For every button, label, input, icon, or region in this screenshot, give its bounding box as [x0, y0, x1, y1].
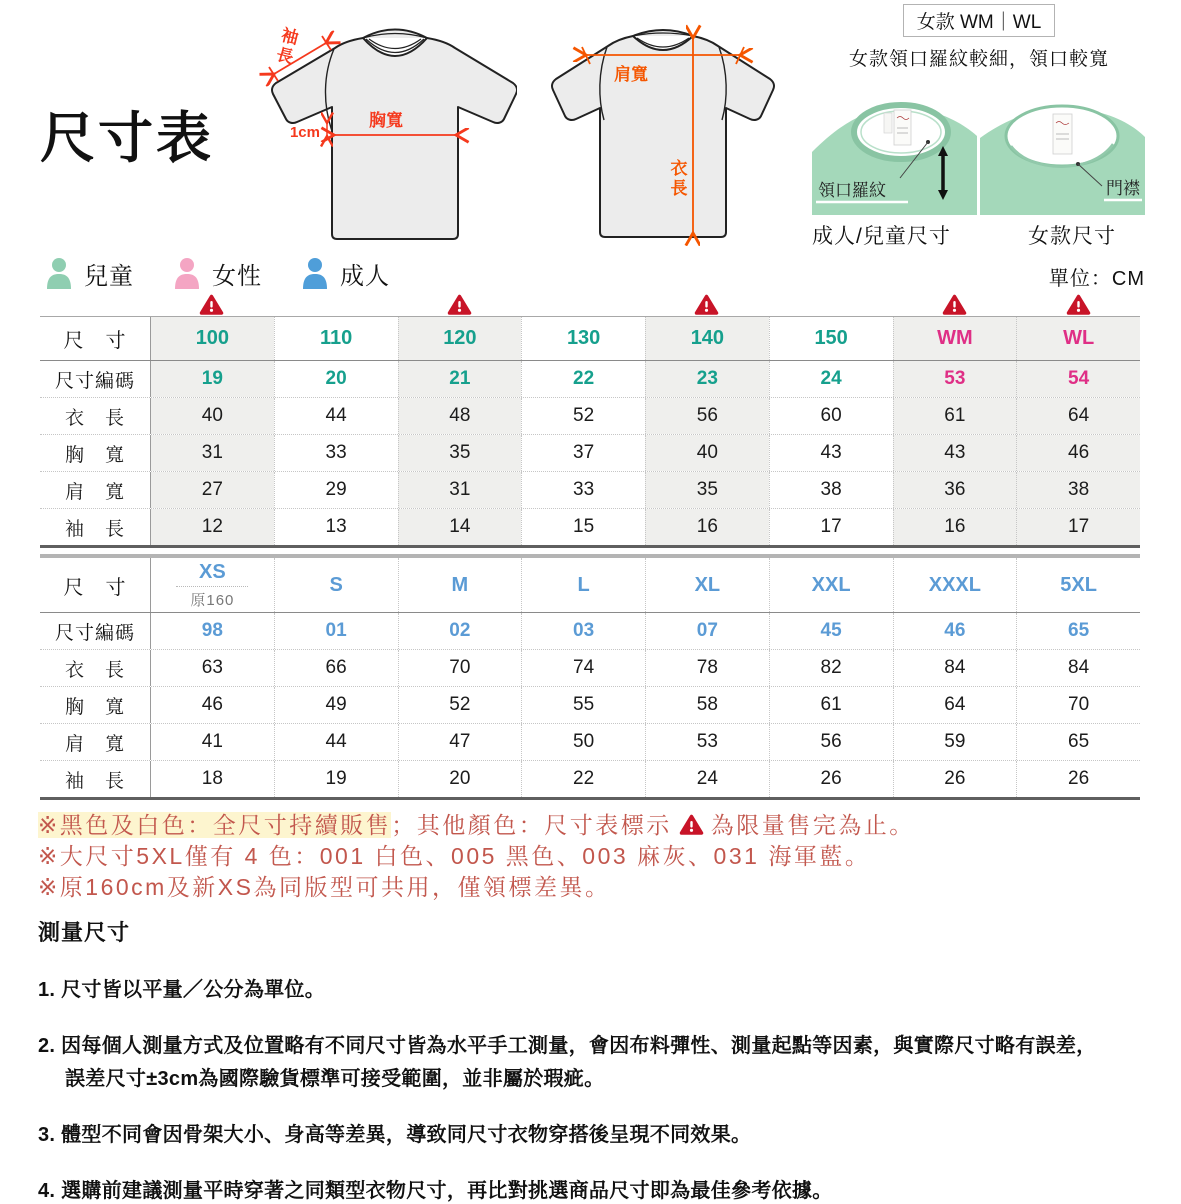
value-cell: 70	[1016, 687, 1140, 723]
measurement-row	[40, 508, 1140, 545]
collar-caption: 女款領口羅紋較細，領口較寬	[848, 49, 1109, 70]
legend-women	[174, 256, 262, 291]
chest-width-label: 胸寬	[369, 111, 403, 130]
collar-photo-captions	[812, 220, 1146, 250]
note-highlight: ※黑色及白色：全尺寸持續販售	[38, 812, 392, 838]
row-label: 肩 寬	[64, 481, 125, 503]
note-160-xs: ※原160cm及新XS為同版型可共用，僅領標差異。	[38, 874, 611, 900]
value-cell: 60	[769, 398, 893, 434]
shoulder-width-label: 肩寬	[614, 65, 648, 84]
back-shirt-diagram	[538, 24, 788, 246]
value-cell: 26	[769, 761, 893, 797]
value-cell: 52	[398, 687, 522, 723]
value-cell: 63	[150, 650, 274, 686]
value-cell: 16	[645, 509, 769, 545]
measurement-row	[40, 760, 1140, 797]
value-cell: 18	[150, 761, 274, 797]
value-cell: 49	[274, 687, 398, 723]
women-caption: 女款尺寸	[1028, 225, 1116, 248]
measurement-row	[40, 397, 1140, 434]
value-cell: 44	[274, 398, 398, 434]
value-cell: 64	[893, 687, 1017, 723]
value-cell: 19	[274, 761, 398, 797]
warning-icon-slot	[274, 294, 398, 316]
row-label: 衣 長	[64, 659, 125, 681]
note-5xl-colors: ※大尺寸5XL僅有 4 色：001 白色、005 黑色、003 麻灰、031 海軍藍。	[38, 843, 871, 869]
value-cell: 16	[893, 509, 1017, 545]
measuring-section	[38, 916, 1181, 1204]
code-row	[40, 360, 1140, 397]
row-label: 尺寸編碼	[54, 622, 135, 644]
adult-person-icon	[302, 257, 328, 289]
legend-bar	[0, 252, 1181, 294]
value-cell: 43	[893, 435, 1017, 471]
value-cell: 66	[274, 650, 398, 686]
code-cell: 03	[521, 613, 645, 649]
page-title: 尺寸表	[40, 107, 215, 169]
measurement-row	[40, 723, 1140, 760]
measuring-heading: 測量尺寸	[38, 920, 131, 945]
code-cell: 19	[150, 361, 274, 397]
size-cell: 100	[150, 317, 274, 360]
value-cell: 17	[769, 509, 893, 545]
size-cell: 110	[274, 317, 398, 360]
value-cell: 46	[1016, 435, 1140, 471]
row-label: 尺寸編碼	[54, 370, 135, 392]
value-cell: 53	[645, 724, 769, 760]
limited-warning-icon	[1066, 294, 1091, 316]
value-cell: 44	[274, 724, 398, 760]
code-cell: 65	[1016, 613, 1140, 649]
size-cell: 130	[521, 317, 645, 360]
size-cell: XXXL	[893, 558, 1017, 612]
value-cell: 13	[274, 509, 398, 545]
value-cell: 50	[521, 724, 645, 760]
woman-person-icon	[174, 257, 200, 289]
value-cell: 33	[274, 435, 398, 471]
value-cell: 55	[521, 687, 645, 723]
value-cell: 26	[893, 761, 1017, 797]
value-cell: 40	[150, 398, 274, 434]
value-cell: 14	[398, 509, 522, 545]
header-diagrams	[0, 0, 1181, 252]
value-cell: 56	[769, 724, 893, 760]
value-cell: 65	[1016, 724, 1140, 760]
value-cell: 43	[769, 435, 893, 471]
value-cell: 58	[645, 687, 769, 723]
value-cell: 78	[645, 650, 769, 686]
size-cell: WM	[893, 317, 1017, 360]
legend-women-label: 女性	[212, 262, 262, 290]
warning-icon-slot	[1016, 294, 1140, 316]
legend-adults-label: 成人	[340, 262, 390, 290]
measuring-item-3: 3. 體型不同會因骨架大小、身高等差異，導致同尺寸衣物穿搭後呈現不同效果。	[38, 1124, 752, 1146]
value-cell: 26	[1016, 761, 1140, 797]
row-label: 肩 寬	[64, 733, 125, 755]
value-cell: 22	[521, 761, 645, 797]
row-label: 胸 寬	[64, 696, 125, 718]
size-cell: XXL	[769, 558, 893, 612]
value-cell: 35	[398, 435, 522, 471]
value-cell: 61	[893, 398, 1017, 434]
value-cell: 24	[645, 761, 769, 797]
size-cell: 150	[769, 317, 893, 360]
size-table-adult	[40, 554, 1140, 800]
value-cell: 56	[645, 398, 769, 434]
value-cell: 74	[521, 650, 645, 686]
size-cell: S	[274, 558, 398, 612]
measurement-row	[40, 686, 1140, 723]
unit-label: 單位：CM	[1048, 268, 1145, 290]
code-cell: 24	[769, 361, 893, 397]
value-cell: 84	[1016, 650, 1140, 686]
placket-label: 門襟	[1106, 179, 1140, 198]
value-cell: 33	[521, 472, 645, 508]
rib-label: 領口羅紋	[818, 181, 886, 200]
size-cell: 140	[645, 317, 769, 360]
warning-icon-slot	[769, 294, 893, 316]
value-cell: 38	[1016, 472, 1140, 508]
measuring-item-1: 1. 尺寸皆以平量／公分為單位。	[38, 979, 326, 1001]
value-cell: 31	[150, 435, 274, 471]
code-cell: 98	[150, 613, 274, 649]
row-label: 尺 寸	[63, 330, 127, 352]
value-cell: 41	[150, 724, 274, 760]
body-length-label: 衣長	[670, 159, 688, 198]
limited-warning-icon-inline	[672, 812, 711, 838]
value-cell: 15	[521, 509, 645, 545]
women-collar-photo	[980, 80, 1145, 215]
value-cell: 82	[769, 650, 893, 686]
sleeve-length-label: 袖長	[274, 25, 301, 68]
code-cell: 23	[645, 361, 769, 397]
warning-icon-slot	[398, 294, 522, 316]
code-cell: 53	[893, 361, 1017, 397]
front-shirt-diagram	[252, 12, 517, 247]
one-cm-label: 1cm	[289, 124, 320, 141]
row-label: 袖 長	[64, 518, 125, 540]
adult-kid-collar-photo	[812, 80, 977, 215]
size-cell: XL	[645, 558, 769, 612]
code-row	[40, 612, 1140, 649]
row-label: 衣 長	[64, 407, 125, 429]
value-cell: 36	[893, 472, 1017, 508]
measuring-item-2: 2. 因每個人測量方式及位置略有不同尺寸皆為水平手工測量，會因布料彈性、測量起點等因素，與實際尺寸略有誤差， 誤差尺寸±3cm為國際驗貨標準可接受範圍，並非屬於瑕疵。	[38, 1035, 1097, 1090]
warning-icon-row	[40, 294, 1140, 316]
value-cell: 20	[398, 761, 522, 797]
notes	[38, 810, 1181, 902]
women-sizes-badge: 女款 WM｜WL	[903, 4, 1056, 37]
value-cell: 61	[769, 687, 893, 723]
size-cell: L	[521, 558, 645, 612]
measuring-item-4: 4. 選購前建議測量平時穿著之同類型衣物尺寸，再比對挑選商品尺寸即為最佳參考依據。	[38, 1180, 833, 1202]
value-cell: 31	[398, 472, 522, 508]
code-cell: 20	[274, 361, 398, 397]
value-cell: 37	[521, 435, 645, 471]
measurement-row	[40, 434, 1140, 471]
value-cell: 46	[150, 687, 274, 723]
size-table-grid	[40, 316, 1140, 548]
code-cell: 07	[645, 613, 769, 649]
value-cell: 29	[274, 472, 398, 508]
value-cell: 84	[893, 650, 1017, 686]
warning-icon-slot	[150, 294, 274, 316]
row-label: 袖 長	[64, 770, 125, 792]
limited-warning-icon	[694, 294, 719, 316]
size-cell: XS 原160	[150, 558, 274, 612]
code-cell: 21	[398, 361, 522, 397]
size-row	[40, 558, 1140, 612]
collar-photo-row	[812, 80, 1146, 215]
size-cell: 120	[398, 317, 522, 360]
code-cell: 54	[1016, 361, 1140, 397]
size-cell: M	[398, 558, 522, 612]
measurement-row	[40, 649, 1140, 686]
size-table-kids-women	[40, 294, 1140, 548]
size-cell: 5XL	[1016, 558, 1140, 612]
size-row	[40, 317, 1140, 360]
value-cell: 38	[769, 472, 893, 508]
note-limited-colors: ※黑色及白色：全尺寸持續販售；其他顏色：尺寸表標示 為限量售完為止。	[38, 812, 915, 838]
limited-warning-icon	[942, 294, 967, 316]
warning-icon-slot	[645, 294, 769, 316]
value-cell: 70	[398, 650, 522, 686]
warning-icon-slot	[521, 294, 645, 316]
code-cell: 46	[893, 613, 1017, 649]
value-cell: 52	[521, 398, 645, 434]
value-cell: 40	[645, 435, 769, 471]
row-label: 胸 寬	[64, 444, 125, 466]
value-cell: 64	[1016, 398, 1140, 434]
legend-kids-label: 兒童	[84, 262, 134, 290]
size-subnote: 原160	[176, 586, 248, 610]
measurement-row	[40, 471, 1140, 508]
collar-photos-block	[812, 4, 1146, 250]
size-table-grid	[40, 554, 1140, 800]
code-cell: 45	[769, 613, 893, 649]
size-tables	[40, 294, 1140, 800]
value-cell: 47	[398, 724, 522, 760]
kid-person-icon	[46, 257, 72, 289]
value-cell: 17	[1016, 509, 1140, 545]
code-cell: 22	[521, 361, 645, 397]
limited-warning-icon	[447, 294, 472, 316]
row-label: 尺 寸	[63, 576, 127, 599]
code-cell: 02	[398, 613, 522, 649]
limited-warning-icon	[199, 294, 224, 316]
warning-icon-slot	[893, 294, 1017, 316]
code-cell: 01	[274, 613, 398, 649]
value-cell: 27	[150, 472, 274, 508]
legend-adults	[302, 256, 390, 291]
value-cell: 12	[150, 509, 274, 545]
value-cell: 35	[645, 472, 769, 508]
value-cell: 48	[398, 398, 522, 434]
value-cell: 59	[893, 724, 1017, 760]
size-cell: WL	[1016, 317, 1140, 360]
limited-warning-icon	[679, 814, 704, 836]
adult-kid-caption: 成人/兒童尺寸	[812, 225, 951, 248]
legend-kids	[46, 256, 134, 291]
